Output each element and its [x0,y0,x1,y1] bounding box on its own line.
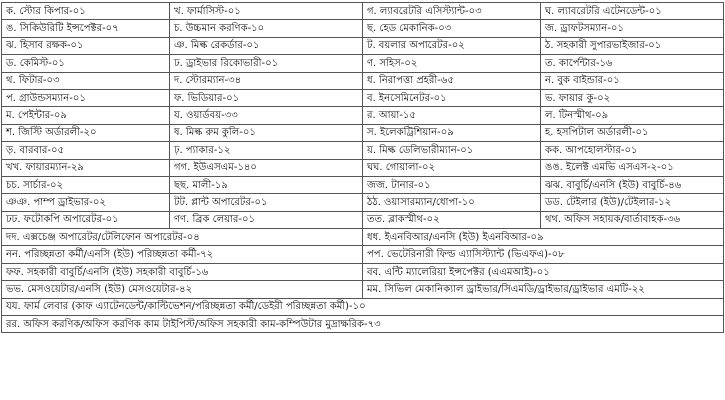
table-cell: য়. মিল্ক ডেলিভারীম্যান-০১ [363,142,541,159]
table-cell: ভ. ফায়ার কু-০২ [541,89,724,106]
table-cell: ড়. বারবার-০৫ [2,142,170,159]
table-cell: ছছ. মালী-১৯ [170,176,363,193]
table-cell: প. গ্রাউন্ডসম্যান-০১ [2,89,170,106]
table-row [2,89,724,106]
table-cell: স. ইলেকট্রিশিয়ান-০৯ [363,124,541,141]
table-row [2,194,724,211]
table-cell: ন. বুক বাইন্ডার-০১ [541,72,724,89]
table-cell: ঙঙ. ইলেক্ট এমভি এসএস-২-০১ [541,159,724,176]
table-cell: দ. স্টোরম্যান-৩৪ [170,72,363,89]
table-cell: থ. ফিটার-০৩ [2,72,170,89]
table-row [2,124,724,141]
table-row-full [2,298,724,315]
table-cell-wide: নন. পরিচ্ছন্নতা কর্মী/এনসি (ইউ) পরিচ্ছন্নতা কর্মী-৭২ [2,246,363,263]
table-row [2,176,724,193]
table-row [2,142,724,159]
table-cell: ণণ. ব্রিক লেয়ার-০১ [170,211,363,228]
table-cell-wide: পপ. ভেটেরিনারী ফিল্ড এ্যাসিস্ট্যান্ট (ভিএফএ)-০৮ [363,246,724,263]
table-cell: তত. ব্লাকস্মীথ-০২ [363,211,541,228]
table-cell: ঢ়. প্যাকার-১২ [170,142,363,159]
table-cell-full: রর. অফিস করণিক/অফিস করণিক কাম টাইপিস্ট/অফিস সহকারী কাম-কম্পিউটার মুদ্রাক্ষরিক-৭৩ [2,316,724,333]
table-row [2,37,724,54]
table-cell: ত. কার্পেন্টার-১৬ [541,55,724,72]
table-row-wide [2,246,724,263]
table-row [2,20,724,37]
table-cell: ঠ. সহকারী সুপারভাইজার-০১ [541,37,724,54]
table-cell: ছ. হেড মেকানিক-০৩ [363,20,541,37]
table-cell: খখ. ফায়ারম্যান-২৯ [2,159,170,176]
table-cell: ঢ. ড্রাইভার রিকোভারী-০১ [170,55,363,72]
table-row [2,107,724,124]
table-cell: শ. জিস্টি অর্ডারলী-২০ [2,124,170,141]
vacancy-table [1,2,724,333]
table-cell: চচ. সার্চার-০২ [2,176,170,193]
table-cell-wide: বব. এন্টি ম্যালেরিয়া ইন্সপেক্টর (এএমআই)-০১ [363,263,724,280]
table-cell: ফ. ভিডিয়ার-০১ [170,89,363,106]
table-cell: ঞঞ. পাম্প ড্রাইভার-০২ [2,194,170,211]
table-cell: ড. কেমিস্ট-০১ [2,55,170,72]
table-cell: চ. উচ্চমান করণিক-১০ [170,20,363,37]
table-row [2,72,724,89]
table-cell: ম. পেইন্টার-০৯ [2,107,170,124]
table-cell: ক. স্টোর কিপার-০১ [2,3,170,20]
table-row-wide [2,263,724,280]
table-cell: ঢঢ. ফটোকপি অপারেটর-০১ [2,211,170,228]
table-cell: টট. প্লান্ট অপারেটর-০১ [170,194,363,211]
table-cell: ঞ. মিল্ক রেকর্ডার-০১ [170,37,363,54]
table-row [2,211,724,228]
table-cell: য. ওয়ার্ডবয়-৩৩ [170,107,363,124]
table-row-wide [2,281,724,298]
table-cell: কক. আপহোলস্টার-০১ [541,142,724,159]
table-cell: ঝ. হিসাব রক্ষক-০১ [2,37,170,54]
table-cell: ঘঘ. গোয়ালা-০২ [363,159,541,176]
table-row [2,3,724,20]
table-cell: গগ. ইউএসএম-১৪০ [170,159,363,176]
table-row-wide [2,229,724,246]
table-cell-wide: দদ. এক্সচেঞ্জ অপারেটর/টেলিফোন অপারেটর-০৪ [2,229,363,246]
table-cell: ডড. টেইলার (ইউ)/টেইলার-১২ [541,194,724,211]
table-cell: থথ. অফিস সহায়ক/বার্তাবাহক-৩৬ [541,211,724,228]
table-cell: ষ. মিল্ক রুম কুলি-০১ [170,124,363,141]
table-cell: হ. হসপিটাল অর্ডারলী-০১ [541,124,724,141]
table-cell: ঝঝ. বাবুর্চি/এনসি (ইউ) বাবুর্চি-৪৬ [541,176,724,193]
table-cell: জ. ড্রাফটসম্যান-০১ [541,20,724,37]
table-cell-wide: ধধ. ইএনবিআর/এনসি (ইউ) ইএনবিআর-০৯ [363,229,724,246]
table-cell: ঙ. সিকিউরিটি ইন্সপেক্টর-০৭ [2,20,170,37]
table-cell-wide: ভভ. মেসওয়েটার/এনসি (ইউ) মেসওয়েটার-৪২ [2,281,363,298]
table-cell-wide: ফফ. সহকারী বাবুর্চি/এনসি (ইউ) সহকারী বাবুর্চি-১৬ [2,263,363,280]
table-cell-wide: মম. সিভিল মেকানিক্যাল ড্রাইভার/সিএমডি/ড্রাইভার/ড্রাইভার এমটি-২২ [363,281,724,298]
table-cell: ব. ইনসেমিনেটর-০১ [363,89,541,106]
table-cell: ঠঠ. ওয়াসারম্যান/ধোপা-১০ [363,194,541,211]
table-row [2,159,724,176]
table-row [2,55,724,72]
table-cell-full: যয. ফার্ম লেবার (কাফ এ্যাটেনডেন্ট/কাল্টিভেশন/পরিচ্ছন্নতা কর্মী/ডেইরী পরিচ্ছন্নতা কর্মী)-১০ [2,298,724,315]
table-cell: র. আয়া-১৫ [363,107,541,124]
table-cell: ণ. সহিস-০২ [363,55,541,72]
table-cell: গ. ল্যাবরেটরি এসিস্ট্যান্ট-০৩ [363,3,541,20]
table-cell: ট. বয়লার অপারেটর-০২ [363,37,541,54]
table-cell: খ. ফার্মাসিস্ট-০১ [170,3,363,20]
table-row-full [2,316,724,333]
table-cell: ল. টিনস্মীথ-০৯ [541,107,724,124]
table-cell: ঘ. ল্যাবরেটরি এটেনডেন্ট-০১ [541,3,724,20]
table-cell: ধ. নিরাপত্তা প্রহরী-৬৫ [363,72,541,89]
table-cell: জজ. টানার-০১ [363,176,541,193]
